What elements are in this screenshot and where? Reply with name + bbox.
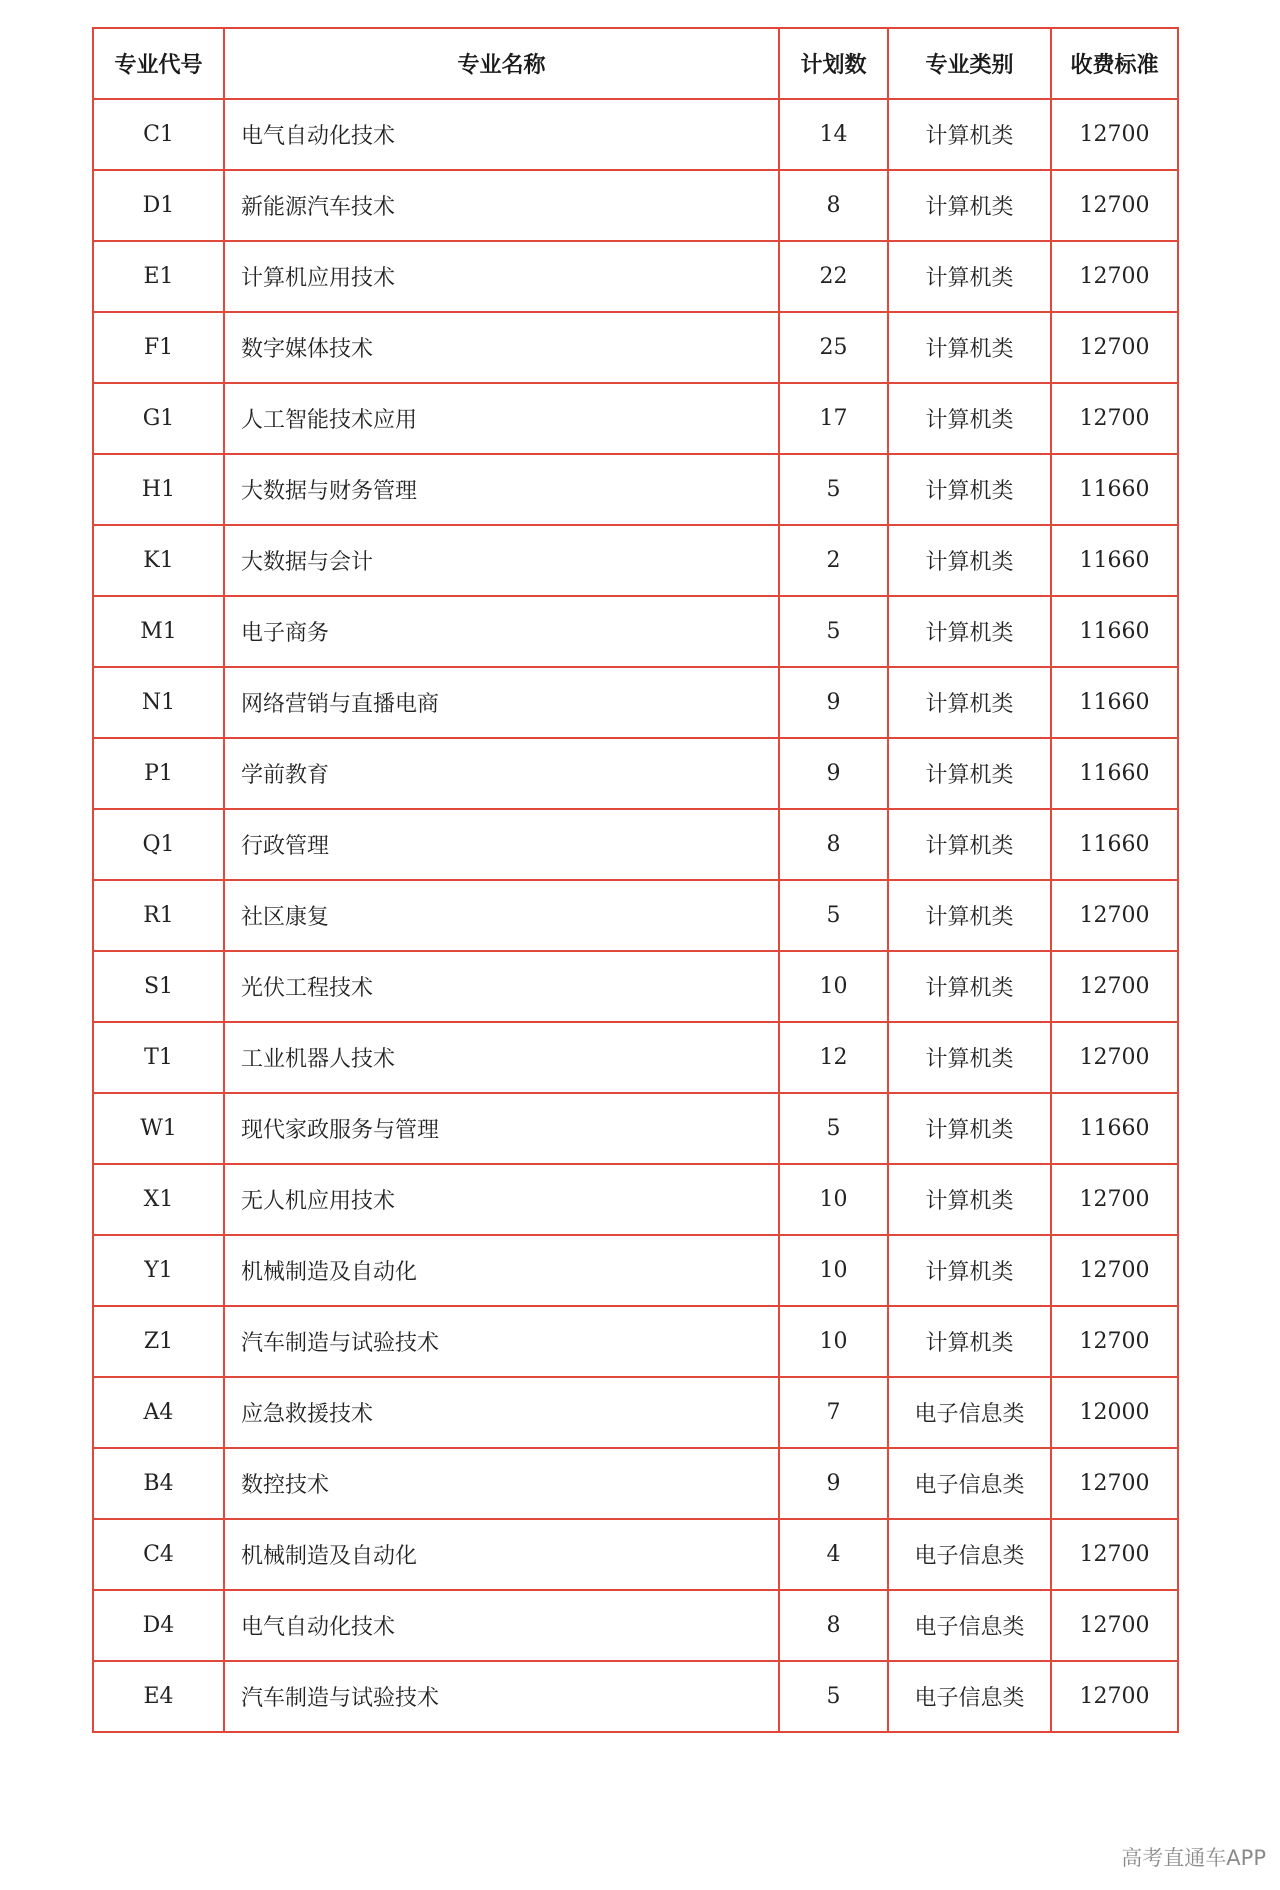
table-row (93, 454, 1178, 525)
major-name-cell: 光伏工程技术 (224, 951, 779, 1022)
major-name-cell: 新能源汽车技术 (224, 170, 779, 241)
plan-count-cell: 5 (779, 1093, 888, 1164)
major-name-cell: 社区康复 (224, 880, 779, 951)
major-code-cell: G1 (93, 383, 224, 454)
major-name-cell: 大数据与会计 (224, 525, 779, 596)
fee-cell: 11660 (1051, 596, 1178, 667)
major-category-cell: 计算机类 (888, 1306, 1051, 1377)
table-row (93, 383, 1178, 454)
plan-count-cell: 5 (779, 596, 888, 667)
fee-cell: 12700 (1051, 1590, 1178, 1661)
fee-cell: 12700 (1051, 312, 1178, 383)
table-row (93, 1448, 1178, 1519)
major-category-cell: 计算机类 (888, 667, 1051, 738)
major-name-cell: 应急救援技术 (224, 1377, 779, 1448)
table-row (93, 1590, 1178, 1661)
fee-cell: 12700 (1051, 880, 1178, 951)
major-name-cell: 汽车制造与试验技术 (224, 1661, 779, 1732)
table-row (93, 99, 1178, 170)
major-category-cell: 电子信息类 (888, 1519, 1051, 1590)
major-name-cell: 网络营销与直播电商 (224, 667, 779, 738)
table-row (93, 1093, 1178, 1164)
major-code-cell: N1 (93, 667, 224, 738)
major-code-cell: Z1 (93, 1306, 224, 1377)
major-code-cell: E4 (93, 1661, 224, 1732)
table-row (93, 312, 1178, 383)
major-category-cell: 计算机类 (888, 596, 1051, 667)
major-code-cell: Q1 (93, 809, 224, 880)
major-code-cell: S1 (93, 951, 224, 1022)
major-name-cell: 机械制造及自动化 (224, 1235, 779, 1306)
fee-cell: 12000 (1051, 1377, 1178, 1448)
major-name-cell: 计算机应用技术 (224, 241, 779, 312)
header-plan-count: 计划数 (779, 28, 888, 99)
major-code-cell: B4 (93, 1448, 224, 1519)
major-code-cell: R1 (93, 880, 224, 951)
fee-cell: 12700 (1051, 170, 1178, 241)
fee-cell: 11660 (1051, 809, 1178, 880)
fee-cell: 11660 (1051, 738, 1178, 809)
major-category-cell: 计算机类 (888, 383, 1051, 454)
major-category-cell: 计算机类 (888, 99, 1051, 170)
plan-count-cell: 5 (779, 454, 888, 525)
table-row (93, 809, 1178, 880)
plan-count-cell: 8 (779, 170, 888, 241)
table-row (93, 1164, 1178, 1235)
table-row (93, 880, 1178, 951)
major-name-cell: 现代家政服务与管理 (224, 1093, 779, 1164)
major-name-cell: 大数据与财务管理 (224, 454, 779, 525)
fee-cell: 12700 (1051, 1448, 1178, 1519)
major-category-cell: 计算机类 (888, 454, 1051, 525)
major-category-cell: 计算机类 (888, 809, 1051, 880)
header-row (93, 28, 1178, 99)
major-code-cell: M1 (93, 596, 224, 667)
plan-count-cell: 7 (779, 1377, 888, 1448)
table-row (93, 1377, 1178, 1448)
plan-count-cell: 9 (779, 1448, 888, 1519)
major-name-cell: 电气自动化技术 (224, 99, 779, 170)
major-name-cell: 汽车制造与试验技术 (224, 1306, 779, 1377)
table-row (93, 1661, 1178, 1732)
major-category-cell: 电子信息类 (888, 1661, 1051, 1732)
major-category-cell: 计算机类 (888, 1235, 1051, 1306)
table-row (93, 525, 1178, 596)
major-name-cell: 人工智能技术应用 (224, 383, 779, 454)
major-code-cell: C4 (93, 1519, 224, 1590)
header-fee-standard: 收费标准 (1051, 28, 1178, 99)
major-category-cell: 计算机类 (888, 951, 1051, 1022)
major-category-cell: 计算机类 (888, 1164, 1051, 1235)
major-name-cell: 机械制造及自动化 (224, 1519, 779, 1590)
major-category-cell: 计算机类 (888, 170, 1051, 241)
major-category-cell: 计算机类 (888, 880, 1051, 951)
major-name-cell: 学前教育 (224, 738, 779, 809)
plan-count-cell: 5 (779, 1661, 888, 1732)
plan-count-cell: 5 (779, 880, 888, 951)
table-row (93, 170, 1178, 241)
plan-count-cell: 14 (779, 99, 888, 170)
fee-cell: 12700 (1051, 1235, 1178, 1306)
watermark-text: 高考直通车APP (1121, 1846, 1266, 1870)
major-category-cell: 计算机类 (888, 241, 1051, 312)
major-code-cell: H1 (93, 454, 224, 525)
table-row (93, 738, 1178, 809)
major-category-cell: 计算机类 (888, 1093, 1051, 1164)
table-row (93, 1306, 1178, 1377)
fee-cell: 12700 (1051, 383, 1178, 454)
major-code-cell: Y1 (93, 1235, 224, 1306)
fee-cell: 12700 (1051, 99, 1178, 170)
table-row (93, 241, 1178, 312)
table-row (93, 951, 1178, 1022)
fee-cell: 12700 (1051, 951, 1178, 1022)
plan-count-cell: 25 (779, 312, 888, 383)
fee-cell: 12700 (1051, 241, 1178, 312)
major-code-cell: A4 (93, 1377, 224, 1448)
admission-plan-table (92, 27, 1179, 1733)
fee-cell: 11660 (1051, 1093, 1178, 1164)
fee-cell: 11660 (1051, 667, 1178, 738)
major-code-cell: D1 (93, 170, 224, 241)
major-name-cell: 工业机器人技术 (224, 1022, 779, 1093)
major-category-cell: 电子信息类 (888, 1377, 1051, 1448)
plan-count-cell: 17 (779, 383, 888, 454)
major-name-cell: 电子商务 (224, 596, 779, 667)
major-code-cell: E1 (93, 241, 224, 312)
major-code-cell: X1 (93, 1164, 224, 1235)
plan-count-cell: 22 (779, 241, 888, 312)
major-category-cell: 电子信息类 (888, 1448, 1051, 1519)
plan-count-cell: 10 (779, 1306, 888, 1377)
table-body (93, 99, 1178, 1732)
fee-cell: 11660 (1051, 454, 1178, 525)
major-category-cell: 计算机类 (888, 312, 1051, 383)
major-code-cell: P1 (93, 738, 224, 809)
table-row (93, 596, 1178, 667)
fee-cell: 11660 (1051, 525, 1178, 596)
major-code-cell: C1 (93, 99, 224, 170)
major-name-cell: 数字媒体技术 (224, 312, 779, 383)
major-category-cell: 计算机类 (888, 1022, 1051, 1093)
fee-cell: 12700 (1051, 1519, 1178, 1590)
fee-cell: 12700 (1051, 1661, 1178, 1732)
header-major-name: 专业名称 (224, 28, 779, 99)
major-code-cell: K1 (93, 525, 224, 596)
plan-count-cell: 8 (779, 809, 888, 880)
table-row (93, 667, 1178, 738)
plan-count-cell: 9 (779, 738, 888, 809)
major-name-cell: 无人机应用技术 (224, 1164, 779, 1235)
header-major-category: 专业类别 (888, 28, 1051, 99)
fee-cell: 12700 (1051, 1022, 1178, 1093)
table-header (93, 28, 1178, 99)
major-code-cell: D4 (93, 1590, 224, 1661)
table-row (93, 1235, 1178, 1306)
fee-cell: 12700 (1051, 1164, 1178, 1235)
plan-count-cell: 4 (779, 1519, 888, 1590)
plan-count-cell: 12 (779, 1022, 888, 1093)
plan-count-cell: 10 (779, 951, 888, 1022)
major-category-cell: 计算机类 (888, 525, 1051, 596)
major-code-cell: T1 (93, 1022, 224, 1093)
major-code-cell: F1 (93, 312, 224, 383)
major-name-cell: 电气自动化技术 (224, 1590, 779, 1661)
major-category-cell: 电子信息类 (888, 1590, 1051, 1661)
major-code-cell: W1 (93, 1093, 224, 1164)
plan-count-cell: 2 (779, 525, 888, 596)
plan-count-cell: 9 (779, 667, 888, 738)
plan-count-cell: 8 (779, 1590, 888, 1661)
plan-count-cell: 10 (779, 1164, 888, 1235)
major-name-cell: 数控技术 (224, 1448, 779, 1519)
header-major-code: 专业代号 (93, 28, 224, 99)
plan-count-cell: 10 (779, 1235, 888, 1306)
table-row (93, 1519, 1178, 1590)
fee-cell: 12700 (1051, 1306, 1178, 1377)
major-category-cell: 计算机类 (888, 738, 1051, 809)
table-row (93, 1022, 1178, 1093)
major-name-cell: 行政管理 (224, 809, 779, 880)
